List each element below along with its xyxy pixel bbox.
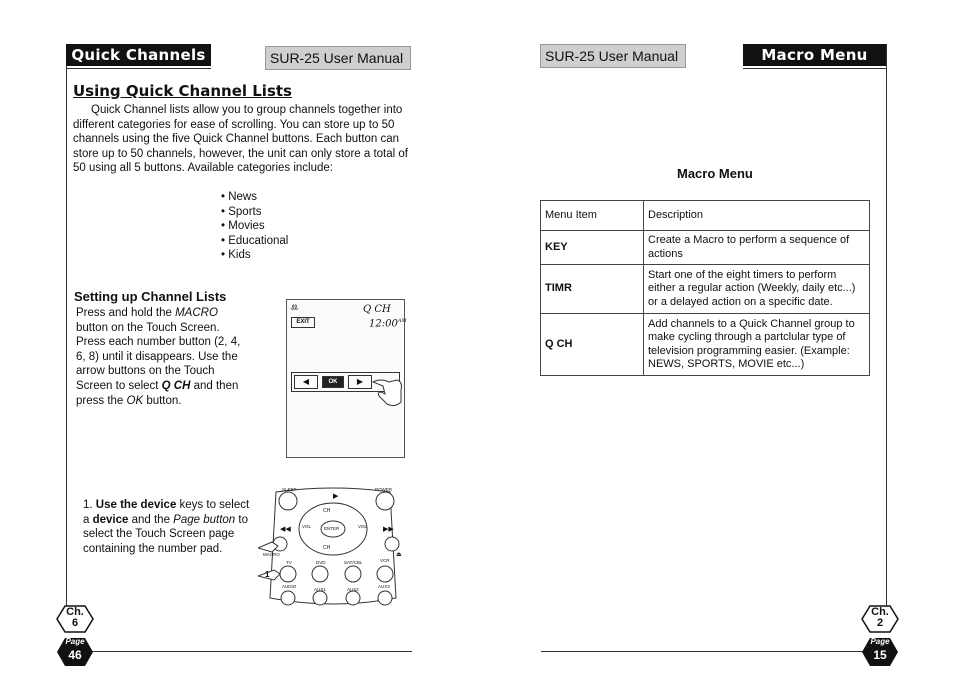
step1-part: keys to select a: [83, 499, 250, 526]
fast-forward-icon: ▶▶: [383, 526, 394, 533]
setup-text-part: button on the Touch Screen. Press each number button (2, 4, 6, 8) until it disappears. Use the arrow buttons on the Touch Screen to select: [76, 321, 241, 392]
chapter-label: Ch.: [871, 606, 889, 618]
power-label: POWER: [375, 487, 393, 492]
step1-text: [83, 498, 251, 556]
setup-heading: Setting up Channel Lists: [74, 289, 227, 304]
rewind-icon: ◀◀: [280, 526, 291, 533]
row-description: Add channels to a Quick Channel group to make cycling through a partclular type of television programming easier. (Example: NEWS, SPORTS, MOVIE etc...): [644, 314, 870, 376]
row-description: Create a Macro to perform a sequence of actions: [644, 231, 870, 265]
setup-qch-term: Q CH: [161, 379, 191, 392]
section-title: Using Quick Channel Lists: [73, 82, 292, 100]
remote-illustration: [258, 486, 408, 608]
pointing-hand-icon: [371, 368, 404, 408]
antenna-icon: ꔛ: [290, 302, 299, 312]
list-item: • News: [221, 190, 288, 205]
row-item: KEY: [541, 231, 644, 265]
setup-text-part: and then press the: [76, 379, 239, 407]
right-arrow-icon: ▶: [348, 375, 372, 389]
table-title: Macro Menu: [677, 166, 753, 181]
table-row: [541, 314, 870, 376]
list-item: • Kids: [221, 248, 288, 263]
page-number: 15: [873, 648, 887, 662]
aux3-label: AUX3: [378, 584, 390, 589]
right-margin-line: [886, 44, 887, 614]
tv-label: TV: [286, 560, 292, 565]
step1-device-keys: Use the device: [95, 499, 177, 511]
left-arrow-icon: ◀: [294, 375, 318, 389]
left-manual-label: SUR-25 User Manual: [265, 46, 411, 70]
left-header-rule: [66, 68, 211, 69]
table-header-row: [541, 201, 870, 231]
setup-text: [76, 306, 251, 408]
step1-page-button: Page button: [173, 513, 236, 526]
category-list: [221, 190, 288, 263]
table-row: [541, 231, 870, 265]
dvd-label: DVD: [316, 560, 326, 565]
right-header-rule: [743, 68, 886, 69]
sleep-label: SLEEP: [282, 487, 297, 492]
setup-text-part: Press and hold the: [76, 307, 176, 319]
play-icon: ▶: [333, 493, 339, 500]
page-label: Page: [65, 637, 85, 646]
macro-menu-table: [540, 200, 870, 376]
left-margin-line: [66, 44, 67, 614]
remote-body-drawing: [258, 486, 408, 608]
touchscreen-illustration: [286, 299, 405, 458]
row-item: Q CH: [541, 314, 644, 376]
aux1-label: AUX1: [314, 587, 326, 592]
ch-down-label: CH: [323, 545, 331, 551]
clock-display: [369, 318, 407, 329]
step1-device: device: [92, 513, 129, 526]
clock-ampm: AM: [397, 318, 407, 324]
setup-ok-term: OK: [126, 394, 144, 407]
step1-part: 1.: [83, 499, 96, 511]
page-label: Page: [870, 637, 890, 646]
aux2-label: AUX2: [347, 587, 359, 592]
vcr-label: VCR: [380, 558, 390, 563]
exit-button: EXIT: [291, 317, 315, 328]
row-item: TIMR: [541, 265, 644, 314]
callout-number: 1: [265, 570, 270, 579]
chapter-number: 6: [71, 617, 79, 629]
page-number: 46: [68, 648, 82, 662]
vol-left-label: VOL: [302, 524, 312, 529]
list-item: • Educational: [221, 234, 288, 249]
list-item: • Sports: [221, 205, 288, 220]
chapter-label: Ch.: [66, 606, 84, 618]
setup-macro-term: MACRO: [175, 307, 218, 319]
left-header-tab: Quick Channels: [66, 44, 211, 66]
eject-icon: ⏏: [396, 552, 402, 558]
header-description: Description: [644, 201, 870, 231]
right-manual-label: SUR-25 User Manual: [540, 44, 686, 68]
satcbl-label: SAT/CBL: [344, 560, 363, 565]
macro-label: MACRO: [263, 552, 280, 557]
step1-part: to select the Touch Screen page containing the number pad.: [83, 513, 248, 555]
mode-label: Q CH: [363, 304, 391, 315]
header-menu-item: Menu Item: [541, 201, 644, 231]
intro-paragraph: Quick Channel lists allow you to group channels together into different categories for ease of scrolling. You can store up to 50 channels using the five Quick Channel buttons. Each button can store up to 50 channels, however, the unit can only store a total of 50 using all 5 buttons. Available categories include:: [73, 104, 408, 175]
right-footer-rule: [541, 651, 881, 652]
setup-text-part: button.: [143, 394, 182, 407]
row-description: Start one of the eight timers to perform either a regular action (Weekly, daily etc...) or a delayed action on a specific date.: [644, 265, 870, 314]
enter-label: ENTER: [324, 526, 340, 531]
audio-label: AUDIO: [282, 584, 297, 589]
ok-button: OK: [322, 376, 344, 388]
clock-time: 12:00: [369, 318, 398, 330]
vol-right-label: VOL: [358, 524, 368, 529]
ch-up-label: CH: [323, 508, 331, 514]
right-header-tab: Macro Menu: [743, 44, 886, 66]
left-footer-rule: [72, 651, 412, 652]
step1-part: and the: [128, 513, 174, 526]
list-item: • Movies: [221, 219, 288, 234]
chapter-number: 2: [876, 617, 884, 629]
table-row: [541, 265, 870, 314]
